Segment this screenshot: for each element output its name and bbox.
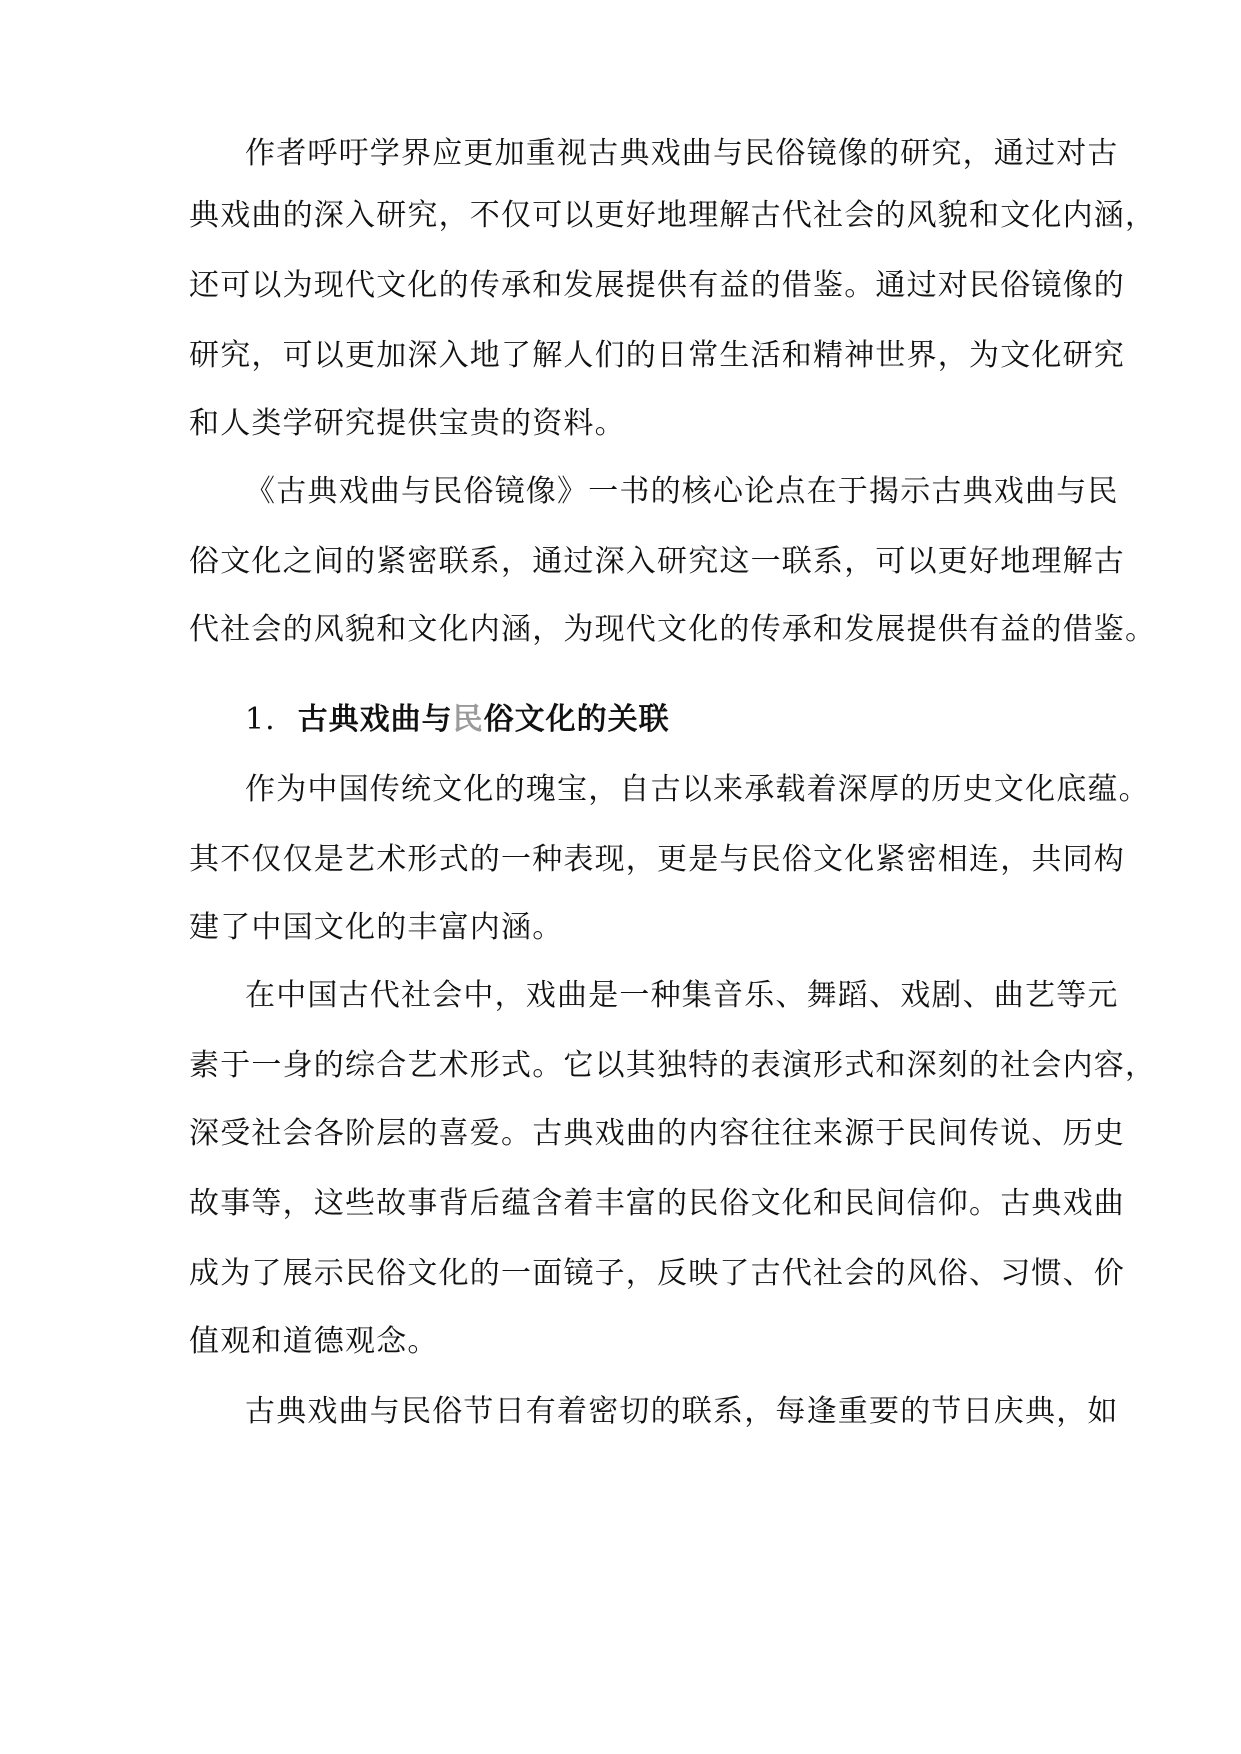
paragraph-4-line-1: 在中国古代社会中，戏曲是一种集音乐、舞蹈、戏剧、曲艺等元 [245,978,1119,1013]
paragraph-4-line-3: 深受社会各阶层的喜爱。古典戏曲的内容往往来源于民间传说、历史 [189,1116,1125,1151]
paragraph-2-line-1: 《古典戏曲与民俗镜像》一书的核心论点在于揭示古典戏曲与民 [245,474,1119,509]
paragraph-1-line-5: 和人类学研究提供宝贵的资料。 [189,406,626,441]
paragraph-4-line-6: 值观和道德观念。 [189,1324,439,1359]
section-title-part-3: 俗文化的关联 [483,702,670,737]
section-title-part-2: 民 [452,702,484,737]
paragraph-1-line-2: 典戏曲的深入研究，不仅可以更好地理解古代社会的风貌和文化内涵， [189,198,1157,233]
paragraph-5-line-1: 古典戏曲与民俗节日有着密切的联系，每逢重要的节日庆典，如 [245,1394,1119,1429]
paragraph-1-line-1: 作者呼吁学界应更加重视古典戏曲与民俗镜像的研究，通过对古 [245,136,1119,171]
paragraph-3-line-3: 建了中国文化的丰富内涵。 [189,910,564,945]
paragraph-3-line-1: 作为中国传统文化的瑰宝，自古以来承载着深厚的历史文化底蕴。 [245,772,1150,807]
paragraph-4-line-2: 素于一身的综合艺术形式。它以其独特的表演形式和深刻的社会内容， [189,1048,1157,1083]
section-number: 1. [245,702,276,737]
paragraph-2-line-2: 俗文化之间的紧密联系，通过深入研究这一联系，可以更好地理解古 [189,544,1125,579]
section-heading [245,700,670,740]
paragraph-2-line-3: 代社会的风貌和文化内涵，为现代文化的传承和发展提供有益的借鉴。 [189,612,1157,647]
paragraph-3-line-2: 其不仅仅是艺术形式的一种表现，更是与民俗文化紧密相连，共同构 [189,842,1125,877]
paragraph-1-line-4: 研究，可以更加深入地了解人们的日常生活和精神世界，为文化研究 [189,338,1125,373]
section-title-part-1: 古典戏曲与 [297,702,453,737]
paragraph-1-line-3: 还可以为现代文化的传承和发展提供有益的借鉴。通过对民俗镜像的 [189,268,1125,303]
paragraph-4-line-4: 故事等，这些故事背后蕴含着丰富的民俗文化和民间信仰。古典戏曲 [189,1186,1125,1221]
paragraph-4-line-5: 成为了展示民俗文化的一面镜子，反映了古代社会的风俗、习惯、价 [189,1256,1125,1291]
